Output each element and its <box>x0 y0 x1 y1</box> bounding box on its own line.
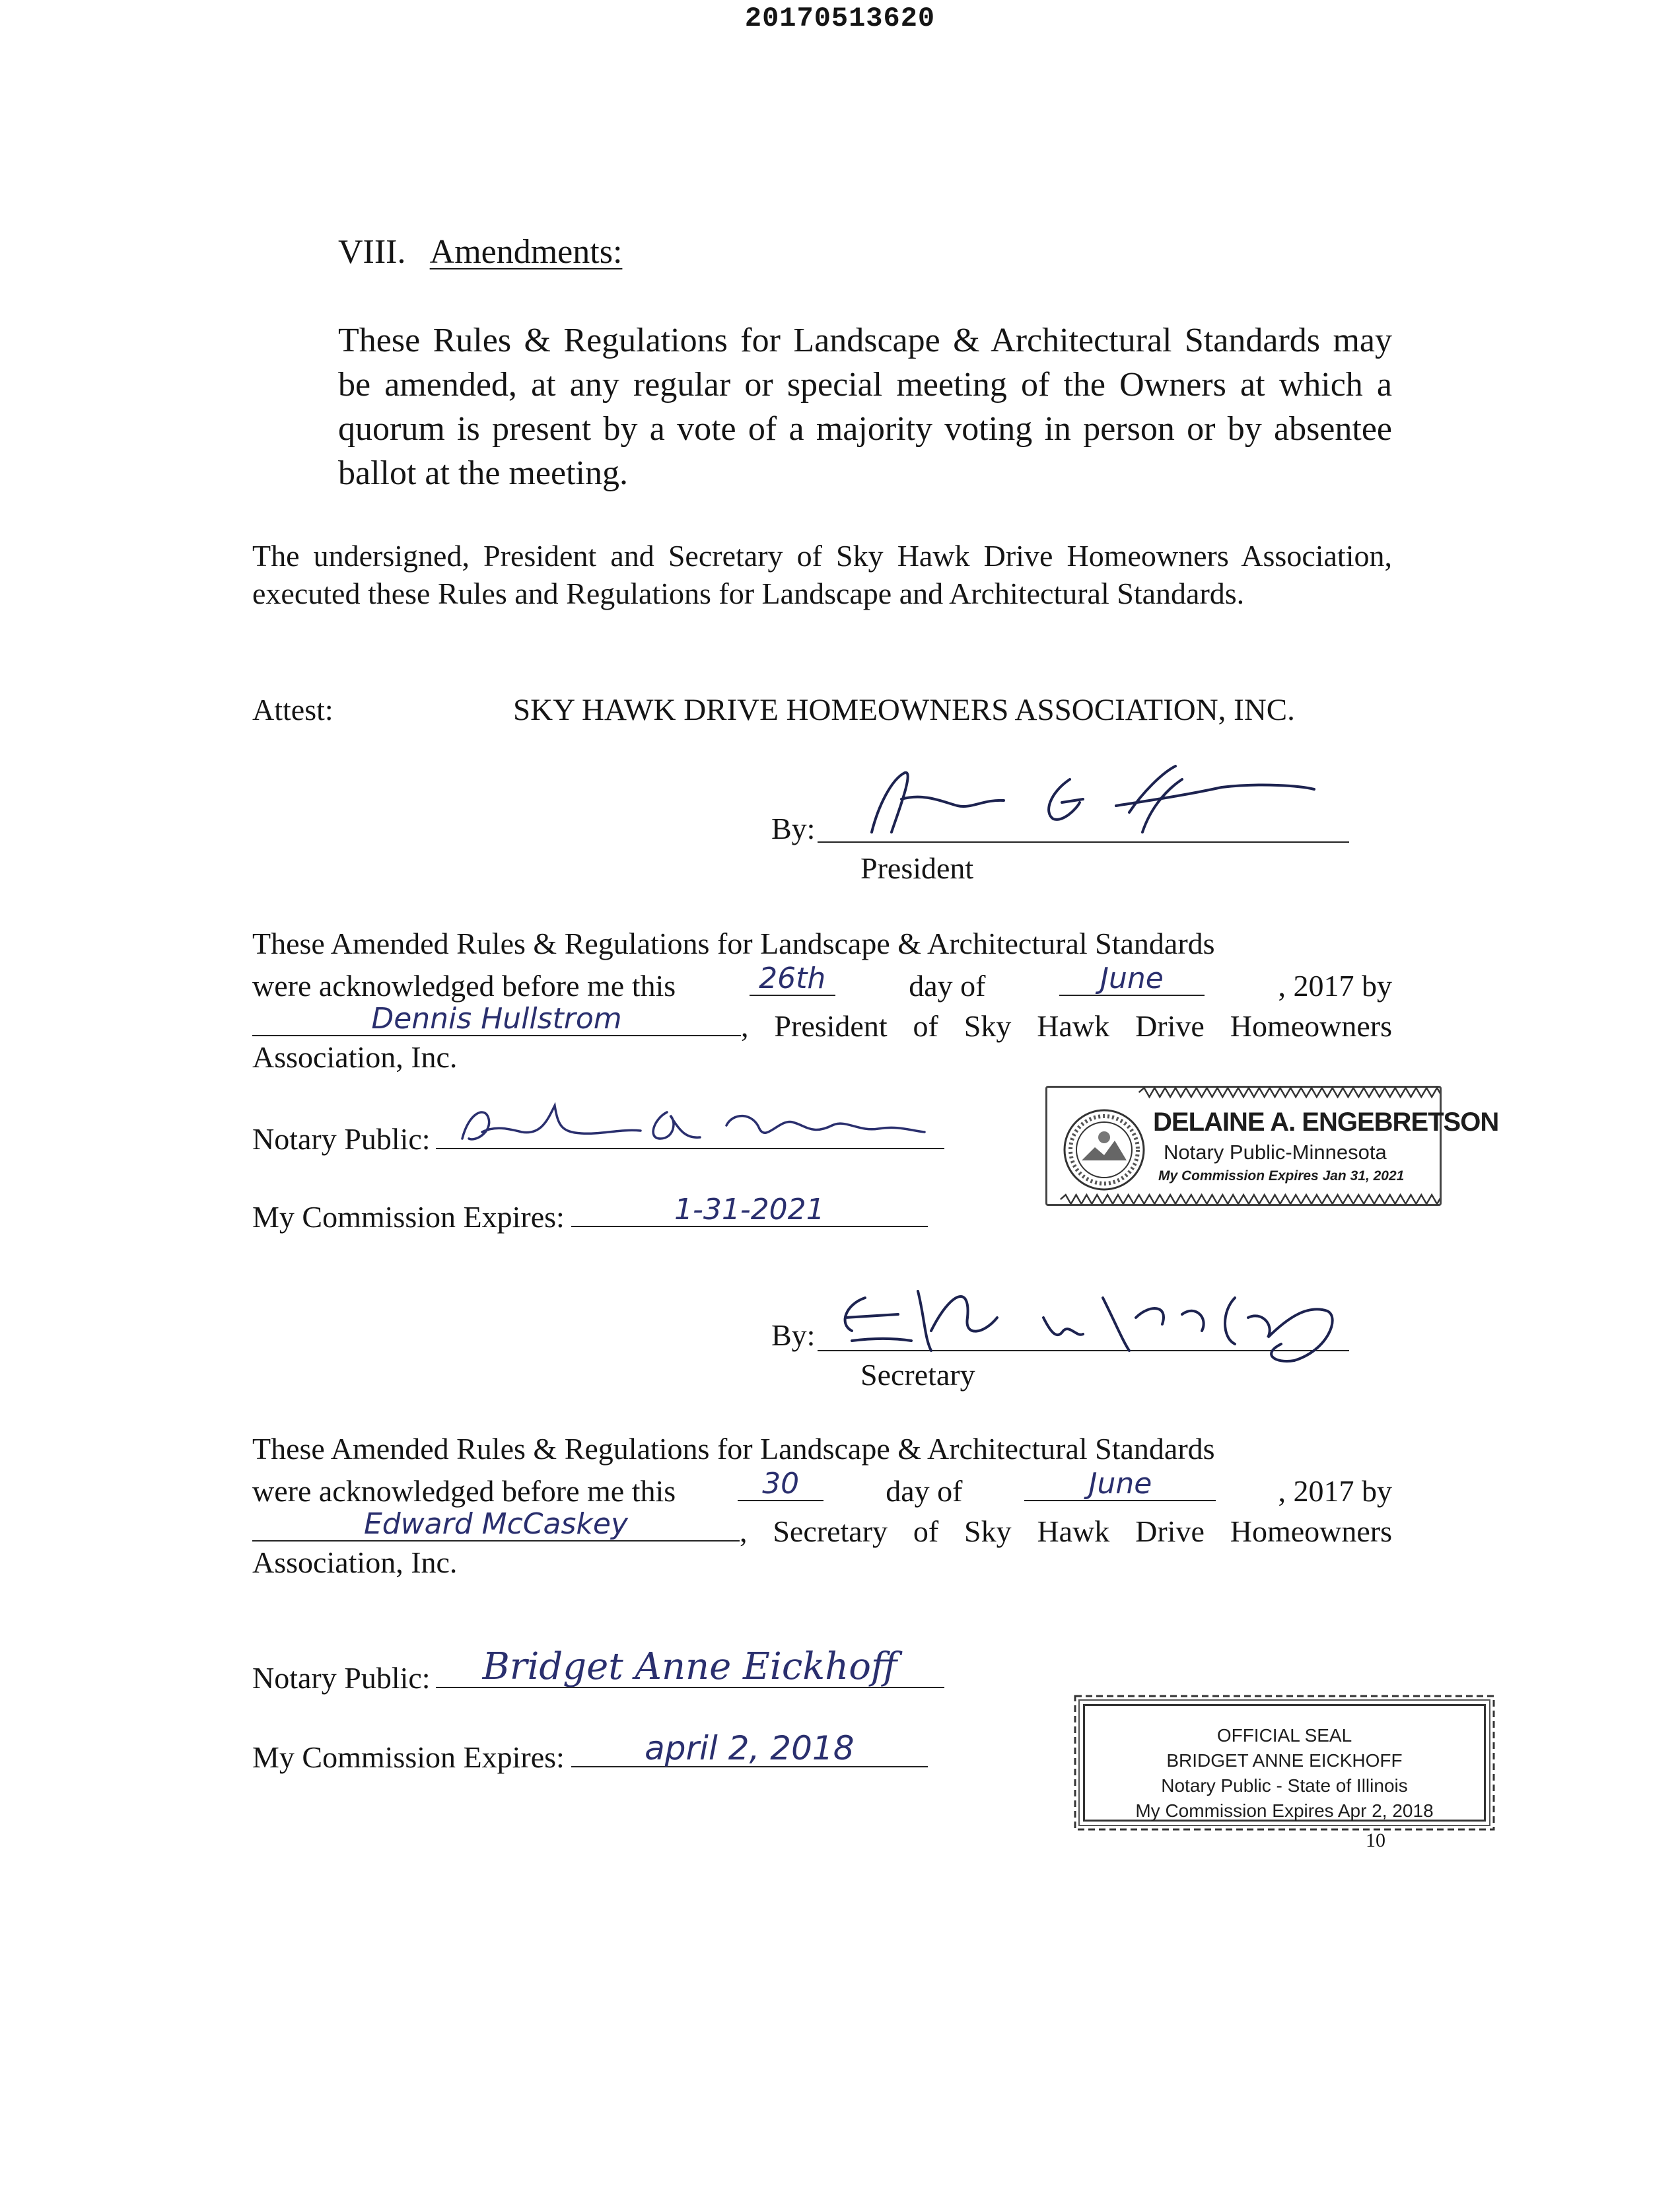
seal-il-line3: Notary Public - State of Illinois <box>1161 1775 1408 1796</box>
state-seal-emblem-icon <box>1062 1108 1146 1192</box>
secretary-by-label: By: <box>771 1318 816 1352</box>
president-notary-signature-field <box>436 1117 944 1149</box>
secretary-notary-label: Notary Public: <box>252 1661 431 1695</box>
secretary-ack-pre: were acknowledged before me this <box>252 1474 676 1508</box>
president-ack-line2 <box>252 964 1392 1003</box>
secretary-day: 30 <box>762 1467 800 1501</box>
president-notary-signature <box>449 1092 938 1152</box>
seal-mn-expires: My Commission Expires Jan 31, 2021 <box>1158 1168 1405 1184</box>
seal-mn-title: Notary Public-Minnesota <box>1164 1141 1387 1164</box>
president-ack-line3 <box>252 1002 1392 1044</box>
president-month-field <box>1059 964 1205 996</box>
secretary-notary-row <box>252 1645 944 1695</box>
president-commission-row <box>252 1195 928 1234</box>
section-number: VIII. <box>338 233 406 271</box>
seal-il-line1: OFFICIAL SEAL <box>1216 1725 1352 1746</box>
president-commission-date: 1-31-2021 <box>674 1193 825 1226</box>
secretary-commission-label: My Commission Expires: <box>252 1740 565 1774</box>
document-number: 20170513620 <box>744 3 936 34</box>
seal-il-line2: BRIDGET ANNE EICKHOFF <box>1166 1750 1403 1771</box>
secretary-commission-field <box>571 1729 928 1767</box>
president-month: June <box>1100 962 1164 995</box>
attest-entity: SKY HAWK DRIVE HOMEOWNERS ASSOCIATION, INC. <box>513 693 1295 727</box>
president-ack-line1: These Amended Rules & Regulations for Landscape & Architectural Standards <box>252 927 1215 960</box>
seal-border-zigzag-bottom <box>1047 1193 1440 1205</box>
seal-il-line4: My Commission Expires Apr 2, 2018 <box>1135 1800 1434 1821</box>
attest-label: Attest: <box>252 693 333 727</box>
section-title: Amendments: <box>429 233 623 271</box>
president-role: President <box>860 851 974 885</box>
secretary-commission-date: april 2, 2018 <box>645 1729 855 1767</box>
president-notary-label: Notary Public: <box>252 1122 431 1156</box>
president-day-label: day of <box>909 969 986 1003</box>
page-number: 10 <box>1366 1829 1385 1851</box>
secretary-ack-line1: These Amended Rules & Regulations for Landscape & Architectural Standards <box>252 1432 1215 1466</box>
notary-seal-minnesota <box>1045 1086 1499 1206</box>
secretary-name-suffix: , Secretary of Sky Hawk Drive Homeowners <box>740 1514 1392 1548</box>
president-assoc: Association, Inc. <box>252 1040 458 1074</box>
president-year-text: , 2017 by <box>1278 969 1392 1003</box>
secretary-assoc: Association, Inc. <box>252 1545 458 1579</box>
secretary-day-field <box>738 1467 823 1501</box>
president-ack-pre: were acknowledged before me this <box>252 969 676 1003</box>
president-notary-row <box>252 1117 944 1156</box>
section-heading <box>338 232 622 271</box>
secretary-ack-line3 <box>252 1507 1392 1549</box>
president-day-field <box>750 964 835 996</box>
secretary-name: Edward McCaskey <box>363 1507 629 1541</box>
secretary-year-text: , 2017 by <box>1278 1474 1392 1508</box>
seal-mn-name: DELAINE A. ENGEBRETSON <box>1153 1108 1499 1137</box>
secretary-role: Secretary <box>860 1358 975 1392</box>
secretary-notary-signature-field <box>436 1645 944 1688</box>
secretary-ack-line2 <box>252 1467 1392 1508</box>
section-body: These Rules & Regulations for Landscape & Architectural Standards may be amended, at any regular or special meeting of the Owners at which a quorum is present by a vote of a majority voting in person or by absentee ballot at the meeting. <box>338 322 1392 492</box>
seal-border-zigzag-top <box>1047 1086 1440 1098</box>
notary-seal-illinois <box>1068 1689 1500 1836</box>
president-commission-label: My Commission Expires: <box>252 1200 565 1234</box>
president-by-label: By: <box>771 812 816 845</box>
president-name-suffix: , President of Sky Hawk Drive Homeowners <box>741 1009 1392 1043</box>
president-day: 26th <box>759 962 826 995</box>
president-name: Dennis Hullstrom <box>371 1002 622 1036</box>
secretary-day-label: day of <box>886 1474 963 1508</box>
secretary-notary-signature: Bridget Anne Eickhoff <box>482 1645 897 1688</box>
intro-paragraph: The undersigned, President and Secretary of Sky Hawk Drive Homeowners Association, executed these Rules and Regulations for Landscape and Architectural Standards. <box>252 539 1392 610</box>
secretary-commission-row <box>252 1729 928 1775</box>
president-signature <box>852 753 1327 845</box>
secretary-month-field <box>1024 1467 1216 1501</box>
secretary-month: June <box>1088 1467 1152 1501</box>
president-name-field <box>252 1002 741 1036</box>
president-commission-field <box>571 1195 928 1227</box>
secretary-name-field <box>252 1507 740 1542</box>
